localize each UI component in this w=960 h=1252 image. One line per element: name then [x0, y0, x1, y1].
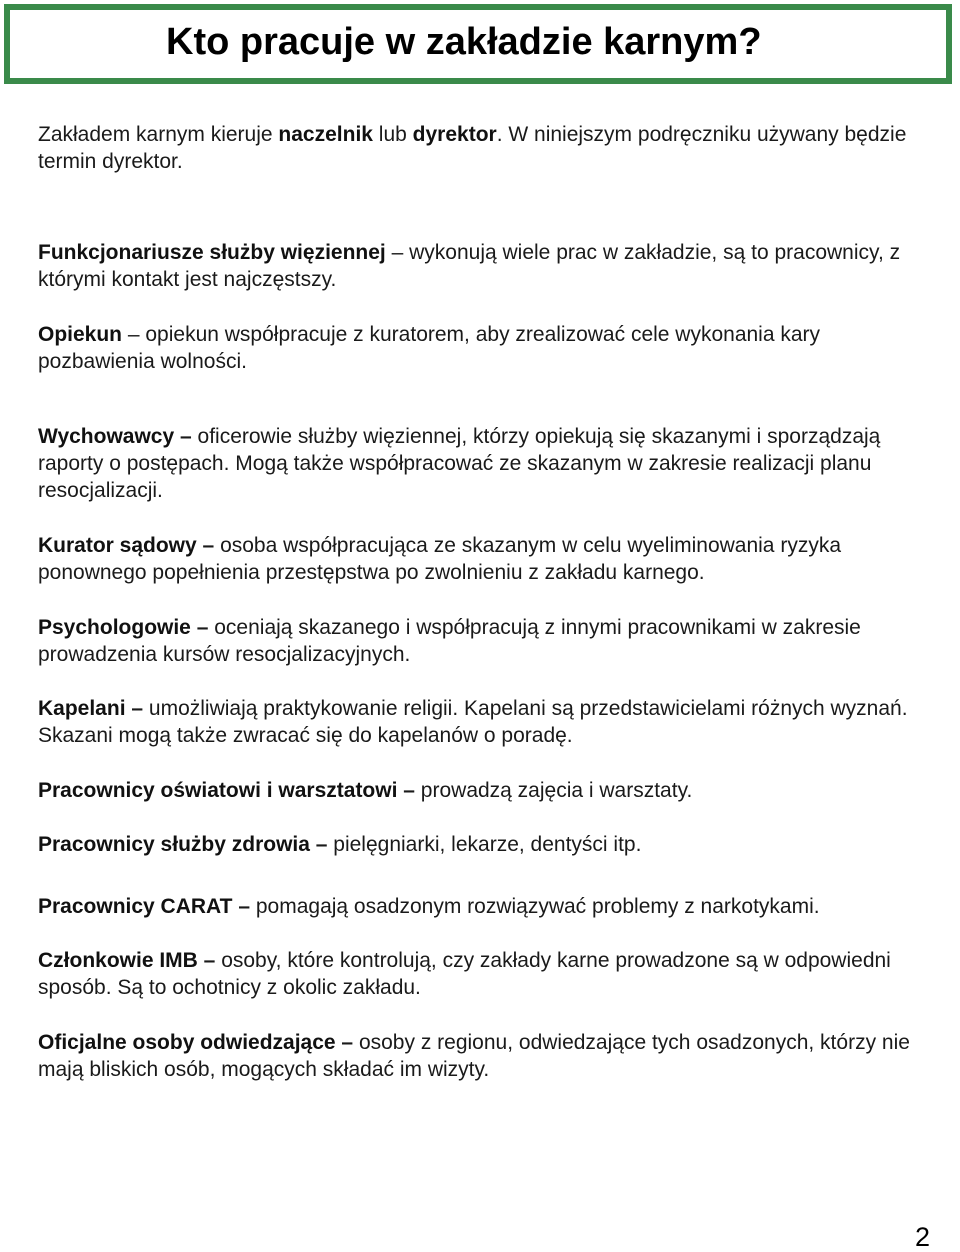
entry-description: osoby, które kontrolują, czy zakłady karne prowadzone są w odpowiedni sposób. Są to ochotnicy z okolic zakładu. — [38, 949, 891, 999]
entry-description: prowadzą zajęcia i warsztaty. — [420, 779, 693, 802]
title-box — [4, 4, 952, 84]
entry-dash: – — [196, 534, 221, 557]
entry-term: Wychowawcy — [38, 425, 175, 448]
entry-carat — [38, 893, 938, 920]
entry-zdrowia — [38, 831, 938, 858]
entry-kapelani — [38, 695, 938, 749]
entry-imb — [38, 947, 938, 1001]
entry-dash: – — [232, 895, 256, 918]
intro-term-dyrektor: dyrektor — [412, 123, 497, 146]
entry-description: opiekun współpracuje z kuratorem, aby zrealizować cele wykonania kary pozbawienia wolności. — [38, 323, 821, 373]
entry-osoby-odwiedzajace — [38, 1029, 938, 1083]
entry-funkcjonariusze — [38, 239, 938, 293]
entry-dash: – — [197, 949, 222, 972]
page-number: 2 — [914, 1222, 930, 1252]
entry-description: umożliwiają praktykowanie religii. Kapelani są przedstawicielami różnych wyznań. Skazani mogą także zwracać się do kapelanów o poradę. — [38, 697, 908, 747]
entry-term: Opiekun — [38, 323, 123, 346]
entry-description: wykonują wiele prac w zakładzie, są to pracownicy, z którymi kontakt jest najczęstszy. — [38, 241, 901, 291]
entry-description: oceniają skazanego i współpracują z innymi pracownikami w zakresie prowadzenia kursów resocjalizacyjnych. — [38, 616, 861, 666]
entry-kurator — [38, 532, 938, 586]
entry-term: Pracownicy służby zdrowia — [38, 833, 310, 856]
page-title: Kto pracuje w zakładzie karnym? — [166, 21, 762, 63]
entry-dash: – — [122, 323, 146, 346]
entry-dash: – — [174, 425, 198, 448]
intro-text-3: . W niniejszym podręczniku używany będzie termin dyrektor. — [38, 123, 907, 173]
entry-opiekun — [38, 321, 938, 375]
entry-term: Pracownicy CARAT — [38, 895, 233, 918]
entry-term: Oficjalne osoby odwiedzające — [38, 1031, 336, 1054]
entry-wychowawcy — [38, 423, 938, 504]
intro-text-1: Zakładem karnym kieruje — [38, 123, 279, 146]
entry-term: Pracownicy oświatowi i warsztatowi — [38, 779, 398, 802]
entry-term: Kapelani — [38, 697, 126, 720]
entry-description: osoby z regionu, odwiedzające tych osadzonych, którzy nie mają bliskich osób, mogących składać im wizyty. — [38, 1031, 910, 1081]
entry-dash: – — [397, 779, 421, 802]
entry-dash: – — [190, 616, 215, 639]
entry-oswiatowi — [38, 777, 938, 804]
entry-term: Kurator sądowy — [38, 534, 197, 557]
entry-dash: – — [125, 697, 149, 720]
entry-dash: – — [385, 241, 410, 264]
entry-dash: – — [309, 833, 334, 856]
entry-description: oficerowie służby więziennej, którzy opiekują się skazanymi i sporządzają raporty o postępach. Mogą także współpracować ze skazanym w zakresie realizacji planu resocjalizacji. — [38, 425, 881, 502]
intro-text-2: lub — [372, 123, 413, 146]
entry-dash: – — [335, 1031, 359, 1054]
entry-term: Funkcjonariusze służby więziennej — [38, 241, 386, 264]
entry-term: Psychologowie — [38, 616, 191, 639]
entry-description: osoba współpracująca ze skazanym w celu wyeliminowania ryzyka ponownego popełnienia przestępstwa po zwolnieniu z zakładu karnego. — [38, 534, 841, 584]
entry-term: Członkowie IMB — [38, 949, 198, 972]
entry-description: pomagają osadzonym rozwiązywać problemy z narkotykami. — [255, 895, 820, 918]
intro-paragraph — [38, 121, 938, 175]
entry-description: pielęgniarki, lekarze, dentyści itp. — [333, 833, 642, 856]
intro-term-naczelnik: naczelnik — [278, 123, 373, 146]
entry-psychologowie — [38, 614, 938, 668]
